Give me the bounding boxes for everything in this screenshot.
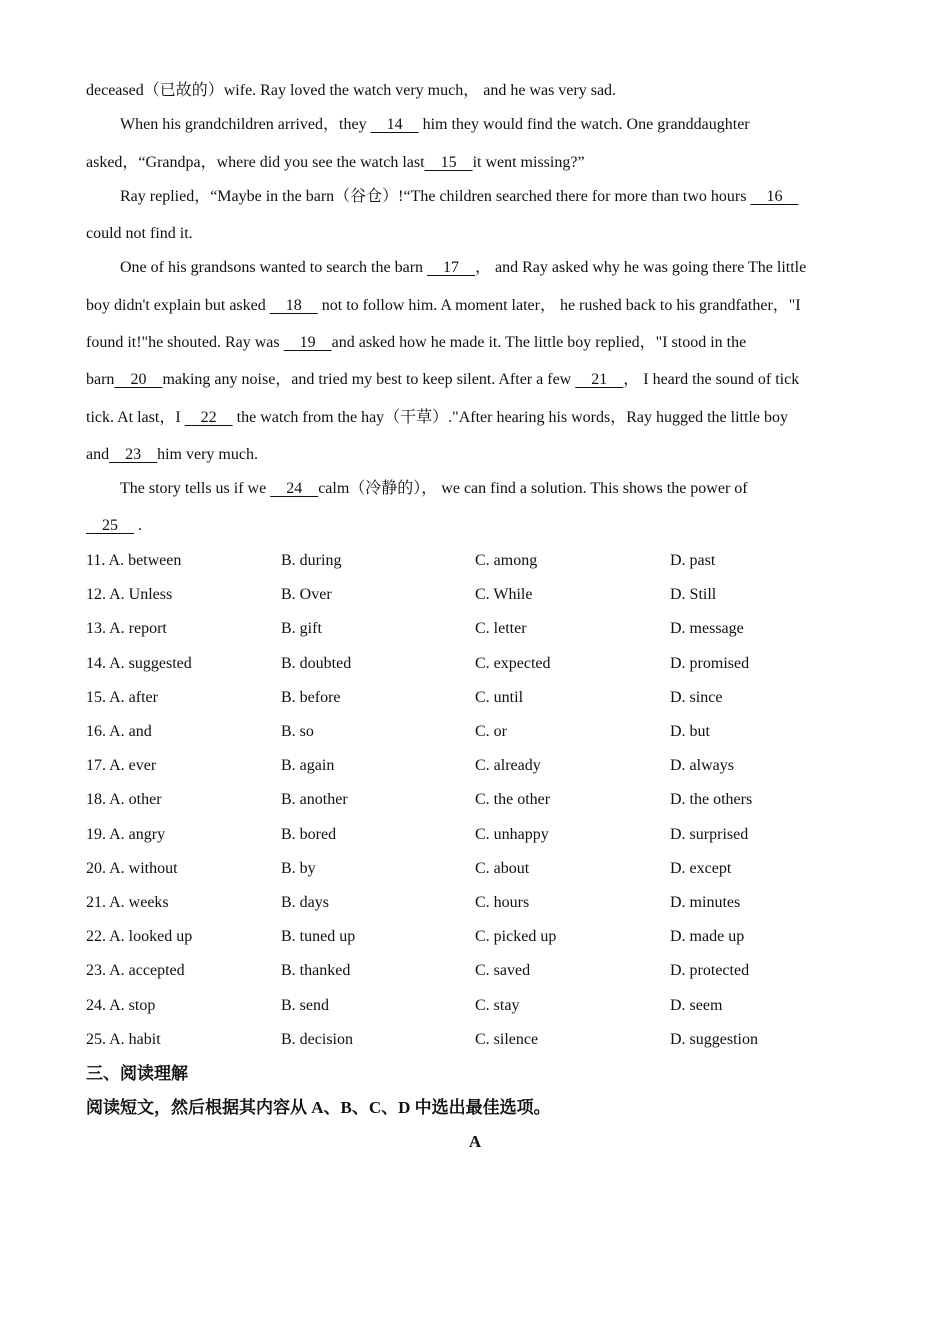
- option-row: [86, 585, 886, 605]
- option-b: B. send: [281, 997, 329, 1014]
- option-d: D. Still: [670, 586, 717, 603]
- option-a: 23. A. accepted: [86, 962, 185, 979]
- passage-label: A: [468, 1132, 482, 1151]
- option-b: B. doubted: [281, 655, 352, 672]
- option-b: B. by: [281, 860, 316, 877]
- option-a: 11. A. between: [86, 552, 182, 569]
- blank-17: 17: [427, 259, 476, 276]
- option-row: [86, 961, 886, 981]
- option-c: C. saved: [475, 962, 531, 979]
- option-b: B. tuned up: [281, 928, 356, 945]
- passage-line: and 23 him very much.: [86, 446, 258, 463]
- option-b: B. decision: [281, 1031, 353, 1048]
- option-b: B. another: [281, 791, 348, 808]
- option-d: D. past: [670, 552, 716, 569]
- option-c: C. among: [475, 552, 538, 569]
- option-b: B. gift: [281, 620, 322, 637]
- blank-22: 22: [184, 409, 233, 426]
- option-row: [86, 722, 886, 742]
- option-d: D. the others: [670, 791, 753, 808]
- passage-line: found it!"he shouted. Ray was 19 and asked how he made it. The little boy replied，"I stood in the: [86, 334, 747, 351]
- option-d: D. protected: [670, 962, 750, 979]
- blank-20: 20: [114, 371, 163, 388]
- option-row: [86, 688, 886, 708]
- option-a: 16. A. and: [86, 723, 152, 740]
- passage-line: When his grandchildren arrived，they 14 him they would find the watch. One granddaughter: [120, 116, 750, 133]
- option-d: D. made up: [670, 928, 745, 945]
- option-c: C. hours: [475, 894, 530, 911]
- passage-line: The story tells us if we 24 calm（冷静的）， we can find a solution. This shows the power of: [120, 480, 748, 497]
- passage-line: asked，“Grandpa，where did you see the watch last 15 it went missing?”: [86, 154, 585, 171]
- option-b: B. during: [281, 552, 342, 569]
- option-c: C. about: [475, 860, 530, 877]
- option-row: [86, 756, 886, 776]
- section-instruction: 阅读短文，然后根据其内容从 A、B、C、D 中选出最佳选项。: [86, 1098, 551, 1117]
- option-b: B. before: [281, 689, 341, 706]
- option-c: C. until: [475, 689, 524, 706]
- option-d: D. surprised: [670, 826, 749, 843]
- option-c: C. expected: [475, 655, 551, 672]
- option-row: [86, 825, 886, 845]
- option-b: B. Over: [281, 586, 332, 603]
- option-row: [86, 654, 886, 674]
- option-c: C. While: [475, 586, 533, 603]
- option-a: 25. A. habit: [86, 1031, 161, 1048]
- option-c: C. letter: [475, 620, 527, 637]
- option-a: 12. A. Unless: [86, 586, 173, 603]
- option-a: 19. A. angry: [86, 826, 166, 843]
- option-a: 24. A. stop: [86, 997, 156, 1014]
- option-c: C. picked up: [475, 928, 557, 945]
- passage-line: could not find it.: [86, 225, 193, 242]
- option-row: [86, 1030, 886, 1050]
- option-b: B. days: [281, 894, 329, 911]
- blank-21: 21: [575, 371, 624, 388]
- option-d: D. promised: [670, 655, 750, 672]
- option-a: 22. A. looked up: [86, 928, 193, 945]
- option-d: D. seem: [670, 997, 723, 1014]
- option-row: [86, 893, 886, 913]
- passage-line: boy didn't explain but asked 18 not to follow him. A moment later， he rushed back to his grandfather，"I: [86, 297, 801, 314]
- option-a: 20. A. without: [86, 860, 178, 877]
- blank-14: 14: [370, 116, 419, 133]
- option-row: [86, 790, 886, 810]
- option-d: D. minutes: [670, 894, 741, 911]
- passage-line: tick. At last，I 22 the watch from the hay（干草）."After hearing his words，Ray hugged the little boy: [86, 409, 788, 426]
- blank-16: 16: [750, 188, 799, 205]
- option-row: [86, 927, 886, 947]
- option-d: D. message: [670, 620, 744, 637]
- option-d: D. but: [670, 723, 710, 740]
- option-a: 15. A. after: [86, 689, 158, 706]
- passage-line: deceased（已故的）wife. Ray loved the watch very much， and he was very sad.: [86, 82, 617, 99]
- option-row: [86, 996, 886, 1016]
- option-a: 21. A. weeks: [86, 894, 169, 911]
- passage-line: Ray replied，“Maybe in the barn（谷仓）!“The children searched there for more than two hours 16: [120, 188, 799, 205]
- option-d: D. always: [670, 757, 734, 774]
- option-b: B. thanked: [281, 962, 351, 979]
- blank-18: 18: [269, 297, 318, 314]
- section-title: 三、阅读理解: [86, 1064, 188, 1083]
- option-c: C. the other: [475, 791, 551, 808]
- option-a: 13. A. report: [86, 620, 167, 637]
- option-a: 14. A. suggested: [86, 655, 192, 672]
- option-d: D. except: [670, 860, 732, 877]
- passage-line: 25 .: [86, 517, 142, 534]
- blank-25: 25: [86, 517, 134, 534]
- option-row: [86, 859, 886, 879]
- option-d: D. since: [670, 689, 723, 706]
- option-c: C. stay: [475, 997, 520, 1014]
- passage-line: One of his grandsons wanted to search the barn 17 ， and Ray asked why he was going there The little: [120, 259, 807, 276]
- option-row: [86, 551, 886, 571]
- blank-23: 23: [109, 446, 158, 463]
- option-b: B. bored: [281, 826, 337, 843]
- blank-24: 24: [270, 480, 319, 497]
- blank-19: 19: [283, 334, 332, 351]
- option-c: C. silence: [475, 1031, 539, 1048]
- passage-line: barn 20 making any noise，and tried my best to keep silent. After a few 21 ， I heard the sound of tick: [86, 371, 800, 388]
- option-c: C. or: [475, 723, 507, 740]
- option-c: C. unhappy: [475, 826, 549, 843]
- option-b: B. again: [281, 757, 335, 774]
- option-b: B. so: [281, 723, 314, 740]
- option-row: [86, 619, 886, 639]
- blank-15: 15: [424, 154, 473, 171]
- option-c: C. already: [475, 757, 541, 774]
- option-a: 17. A. ever: [86, 757, 157, 774]
- option-d: D. suggestion: [670, 1031, 758, 1048]
- option-a: 18. A. other: [86, 791, 162, 808]
